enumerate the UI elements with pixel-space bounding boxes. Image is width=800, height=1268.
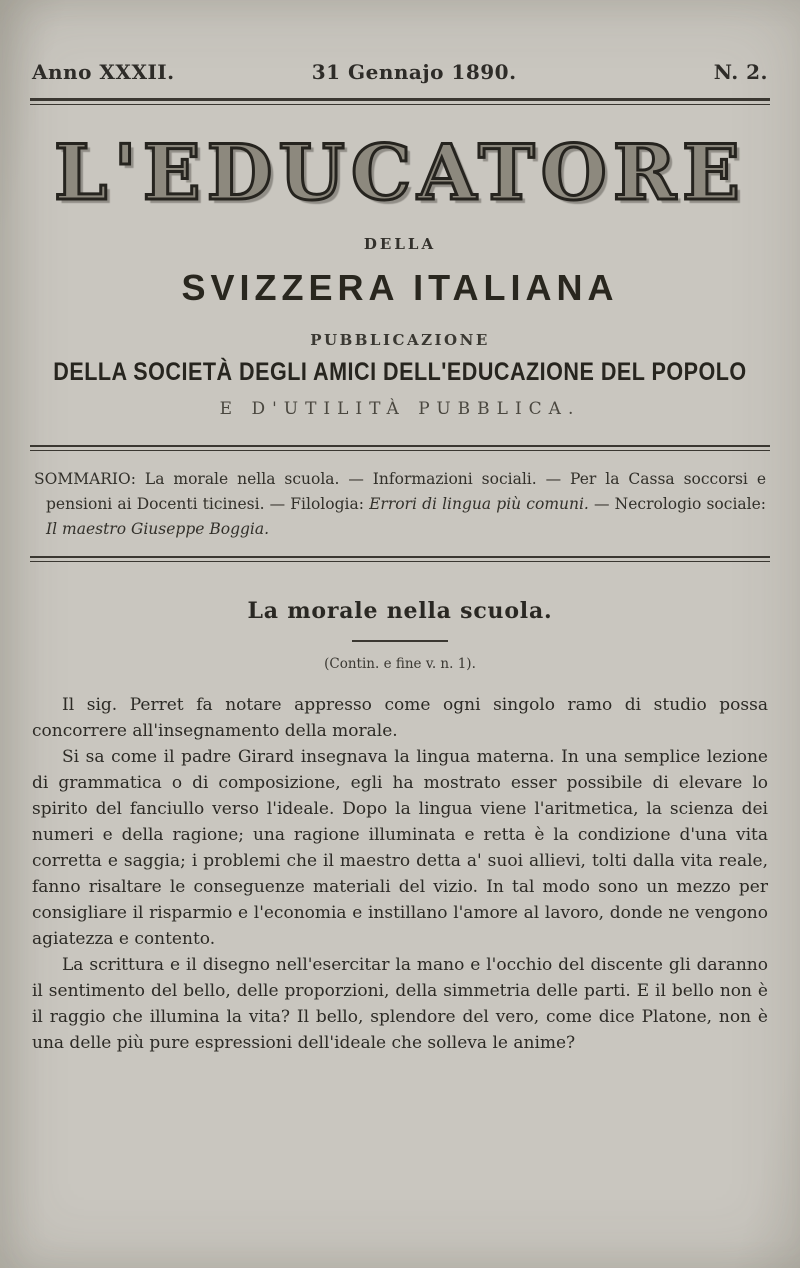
sommario-italic-2: Il maestro Giuseppe Boggia.	[46, 520, 270, 539]
sommario-label: SOMMARIO:	[34, 470, 136, 488]
masthead-region: SVIZZERA ITALIANA	[181, 267, 619, 308]
masthead-publication-label: PUBBLICAZIONE	[310, 331, 490, 349]
masthead	[30, 128, 770, 419]
article-body	[30, 692, 770, 1056]
article-paragraph: Si sa come il padre Girard insegnava la lingua materna. In una semplice lezione di grammatica o di composizione, egli ha mostrato esser possibile di elevare lo spirito del fanciullo verso l'ideale. Dopo la lingua viene l'aritmetica, la scienza dei numeri e della ragione; una ragione illuminata e retta è la condizione d'una vita corretta e saggia; i problemi che il maestro detta a' suoi allievi, tolti dalla vita reale, fanno risaltare le conseguenze materiali del vizio. In tal modo sono un mezzo per consigliare il risparmio e l'economia e instillano l'amore al lavoro, donde ne vengono agiatezza e contento.	[32, 747, 768, 950]
masthead-society-line: DELLA SOCIETÀ DEGLI AMICI DELL'EDUCAZIONE DEL POPOLO	[53, 357, 747, 386]
article-title: La morale nella scuola.	[247, 598, 553, 625]
sommario	[30, 451, 770, 556]
sommario-text-2: — Necrologio sociale:	[588, 495, 766, 514]
header-rule	[30, 98, 770, 105]
article-paragraph: Il sig. Perret fa notare appresso come ogni singolo ramo di studio possa concorrere all'insegnamento della morale.	[32, 695, 768, 742]
masthead-della: DELLA	[363, 235, 437, 253]
article	[30, 598, 770, 1056]
article-paragraph: La scrittura e il disegno nell'esercitar la mano e l'occhio del discente gli daranno il sentimento del bello, delle proporzioni, della simmetria delle parti. E il bello non è il raggio che illumina la vita? Il bello, splendore del vero, come dice Platone, non è una delle più pure espressioni dell'ideale che solleva le anime?	[32, 955, 768, 1054]
dateline	[30, 60, 770, 98]
dateline-year: Anno XXXII.	[32, 60, 175, 84]
masthead-title: L'EDUCATORE	[54, 128, 746, 217]
sommario-text-1: La morale nella scuola. — Informazioni sociali. — Per la Cassa soccorsi e pensioni ai Docenti ticinesi. — Filologia:	[46, 470, 766, 514]
article-continuation-note: (Contin. e fine v. n. 1).	[324, 656, 476, 673]
article-title-divider	[352, 640, 448, 642]
dateline-date: 31 Gennajo 1890.	[311, 60, 517, 84]
sommario-rule-bottom	[30, 556, 770, 562]
dateline-issue-number: N. 2.	[713, 60, 768, 84]
masthead-utility-line: E D'UTILITÀ PUBBLICA.	[219, 399, 581, 419]
sommario-italic-1: Errori di lingua più comuni.	[369, 495, 589, 514]
